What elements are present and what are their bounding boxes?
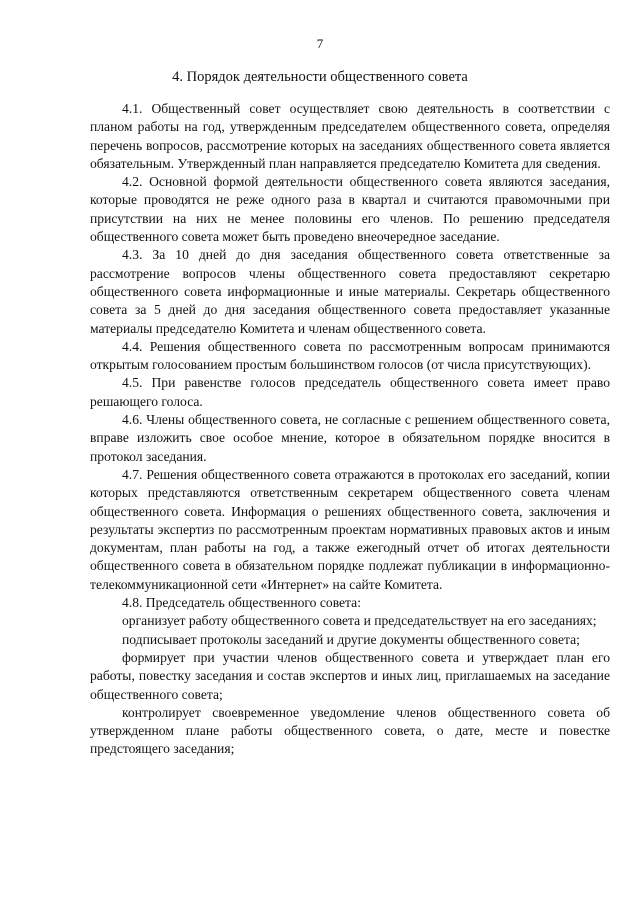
list-item-organizes: организует работу общественного совета и председательствует на его заседаниях; [122,613,597,629]
paragraph-4-1: 4.1. Общественный совет осуществляет свою деятельность в соответствии с планом работы на год, утвержденным председателем общественного совета, определяя перечень вопросов, рассмотрение которых на заседаниях общественного совета является обязательным. Утвержденный план направляется председателю Комитета для сведения. [90,101,610,171]
paragraph-4-5: 4.5. При равенстве голосов председатель общественного совета имеет право решающего голоса. [90,375,610,409]
list-item-forms-plan: формирует при участии членов общественного совета и утверждает план его работы, повестку заседания и состав экспертов и иных лиц, приглашаемых на заседание общественного совета; [90,649,610,702]
paragraph-4-2: 4.2. Основной формой деятельности общественного совета являются заседания, которые проводятся не реже одного раза в квартал и считаются правомочными при присутствии на них не менее половины его членов. По решению председателя общественного совета может быть проведено внеочередное заседание. [90,174,610,245]
list-item-signs: подписывает протоколы заседаний и другие документы общественного совета; [122,631,580,647]
page-number: 7 [316,36,324,51]
paragraph-4-6: 4.6. Члены общественного совета, не согласные с решением общественного совета, вправе изложить свое особое мнение, которое в обязательном порядке вносится в протокол заседания. [90,412,610,464]
paragraph-4-3: 4.3. За 10 дней до дня заседания общественного совета ответственные за рассмотрение вопросов члены общественного совета предоставляют секретарю общественного совета информационные и иные материалы. Секретарь общественного совета за 5 дней до дня заседания общественного совета предоставляет указанные материалы председателю Комитета и членам общественного совета. [90,247,610,336]
section-title: 4. Порядок деятельности общественного совета [172,69,468,85]
list-item-controls-notification: контролирует своевременное уведомление членов общественного совета об утвержденном плане работы общественного совета, о дате, месте и повестке предстоящего заседания; [90,704,610,757]
document-body [90,100,610,759]
paragraph-4-8: 4.8. Председатель общественного совета: [122,595,361,611]
paragraph-4-7: 4.7. Решения общественного совета отражаются в протоколах его заседаний, копии которых представляются ответственным секретарем общественного совета членам общественного совета. Информация о решениях общественного совета, заключения и результаты экспертиз по рассмотренным проектам нормативных правовых актов и иным документам, план работы на год, а также ежегодный отчет об итогах деятельности общественного совета в обязательном порядке подлежат публикации в информационно-телекоммуникационной сети «Интернет» на сайте Комитета. [90,466,610,592]
paragraph-4-4: 4.4. Решения общественного совета по рассмотренным вопросам принимаются открытым голосованием простым большинством голосов (от числа присутствующих). [90,338,610,373]
